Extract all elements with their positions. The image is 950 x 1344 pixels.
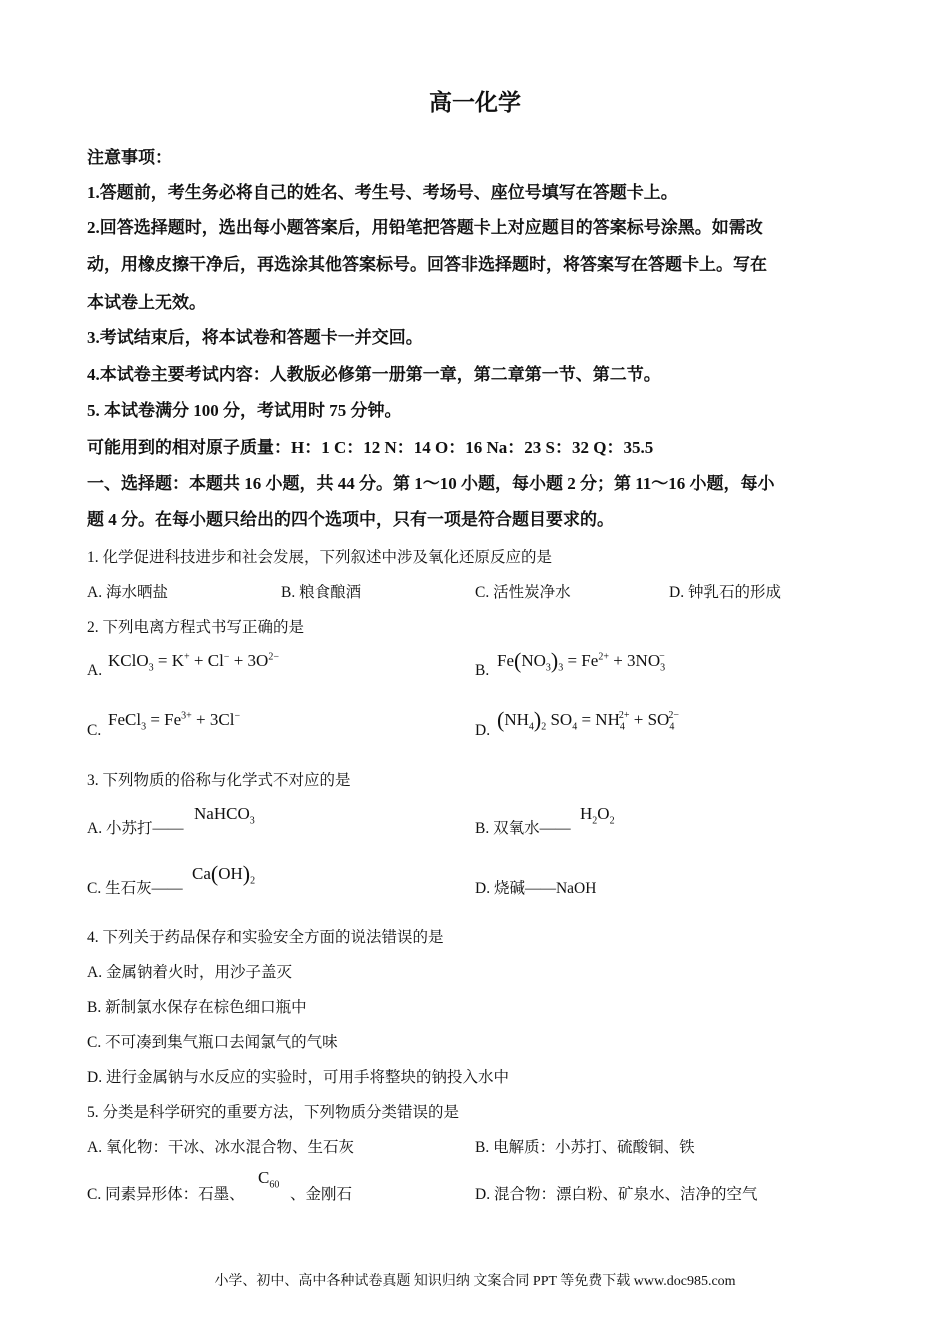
notice-line-1: 1.答题前，考生务必将自己的姓名、考生号、考场号、座位号填写在答题卡上。 [87, 183, 678, 202]
q2-option-d-equation: $(NH_4)_2$ $SO_4 = NH_4^{2+} + SO_4^{2-}$ [497, 707, 679, 733]
notice-heading: 注意事项： [87, 148, 172, 167]
q2-option-c-equation: FeCl$_3$ = $Fe^{3+} + 3Cl^-$ [108, 710, 241, 733]
q5-stem: 5. 分类是科学研究的重要方法，下列物质分类错误的是 [87, 1104, 460, 1121]
section-heading-line-1: 一、选择题：本题共 16 小题，共 44 分。第 1～10 小题，每小题 2 分；第 11～16 小题，每小 [87, 474, 775, 493]
q4-option-b: B. 新制氯水保存在棕色细口瓶中 [87, 999, 307, 1016]
notice-line-6: 4.本试卷主要考试内容：人教版必修第一册第一章，第二章第一节、第二节。 [87, 365, 661, 384]
q5-option-c-prefix: C. 同素异形体：石墨、 [87, 1186, 245, 1203]
q3-option-a-formula: NaHCO$_3$ [194, 804, 255, 827]
atomic-mass-line: 可能用到的相对原子质量：H：1 C：12 N：14 O：16 Na：23 S：32 Q：35.5 [87, 438, 654, 457]
q1-stem: 1. 化学促进科技进步和社会发展，下列叙述中涉及氧化还原反应的是 [87, 549, 553, 566]
q1-option-a: A. 海水晒盐 [87, 584, 168, 601]
q2-option-d-label: D. [475, 722, 491, 739]
q2-option-a-equation: KClO$_3$ = $K^+ + Cl^- + 3O^{2-}$ [108, 651, 279, 674]
q3-option-a: A. 小苏打—— [87, 820, 184, 837]
q3-option-c-formula: $Ca(OH)_2$ [192, 861, 256, 887]
notice-line-4: 本试卷上无效。 [87, 293, 206, 312]
q1-option-d: D. 钟乳石的形成 [669, 584, 781, 601]
q1-option-c: C. 活性炭净水 [475, 584, 571, 601]
q3-option-d: D. 烧碱——NaOH [475, 880, 597, 897]
q3-option-b-formula: $H_2O_2$ [580, 804, 615, 827]
q1-option-b: B. 粮食酿酒 [281, 584, 362, 601]
q4-stem: 4. 下列关于药品保存和实验安全方面的说法错误的是 [87, 929, 444, 946]
notice-line-2: 2.回答选择题时，选出每小题答案后，用铅笔把答题卡上对应题目的答案标号涂黑。如需改 [87, 218, 763, 237]
q5-option-c-suffix: 、金刚石 [290, 1186, 353, 1203]
q5-option-d: D. 混合物：漂白粉、矿泉水、洁净的空气 [475, 1186, 758, 1203]
q4-option-d: D. 进行金属钠与水反应的实验时，可用手将整块的钠投入水中 [87, 1069, 509, 1086]
q2-option-c-label: C. [87, 722, 102, 739]
page-footer: 小学、初中、高中各种试卷真题 知识归纳 文案合同 PPT 等免费下载 www.doc985.com [214, 1274, 736, 1289]
q4-option-a: A. 金属钠着火时，用沙子盖灭 [87, 964, 292, 981]
page-title: 高一化学 [429, 90, 521, 115]
q4-option-c: C. 不可凑到集气瓶口去闻氯气的气味 [87, 1034, 338, 1051]
q3-option-b: B. 双氧水—— [475, 820, 571, 837]
q2-option-b-label: B. [475, 662, 490, 679]
notice-line-5: 3.考试结束后，将本试卷和答题卡一并交回。 [87, 328, 423, 347]
q5-option-c-formula: $C_{60}$ [258, 1168, 280, 1191]
q5-option-b: B. 电解质：小苏打、硫酸铜、铁 [475, 1139, 695, 1156]
q2-option-a-label: A. [87, 662, 103, 679]
q3-option-c: C. 生石灰—— [87, 880, 183, 897]
notice-line-7: 5. 本试卷满分 100 分，考试用时 75 分钟。 [87, 401, 402, 420]
q2-stem: 2. 下列电离方程式书写正确的是 [87, 619, 305, 636]
q3-stem: 3. 下列物质的俗称与化学式不对应的是 [87, 772, 351, 789]
q2-option-b-equation: $Fe(NO_3)_3 = Fe^{2+} + 3NO_3^-$ [497, 648, 666, 674]
q5-option-a: A. 氧化物：干冰、冰水混合物、生石灰 [87, 1139, 354, 1156]
section-heading-line-2: 题 4 分。在每小题只给出的四个选项中，只有一项是符合题目要求的。 [87, 510, 614, 529]
notice-line-3: 动，用橡皮擦干净后，再选涂其他答案标号。回答非选择题时，将答案写在答题卡上。写在 [87, 255, 767, 274]
